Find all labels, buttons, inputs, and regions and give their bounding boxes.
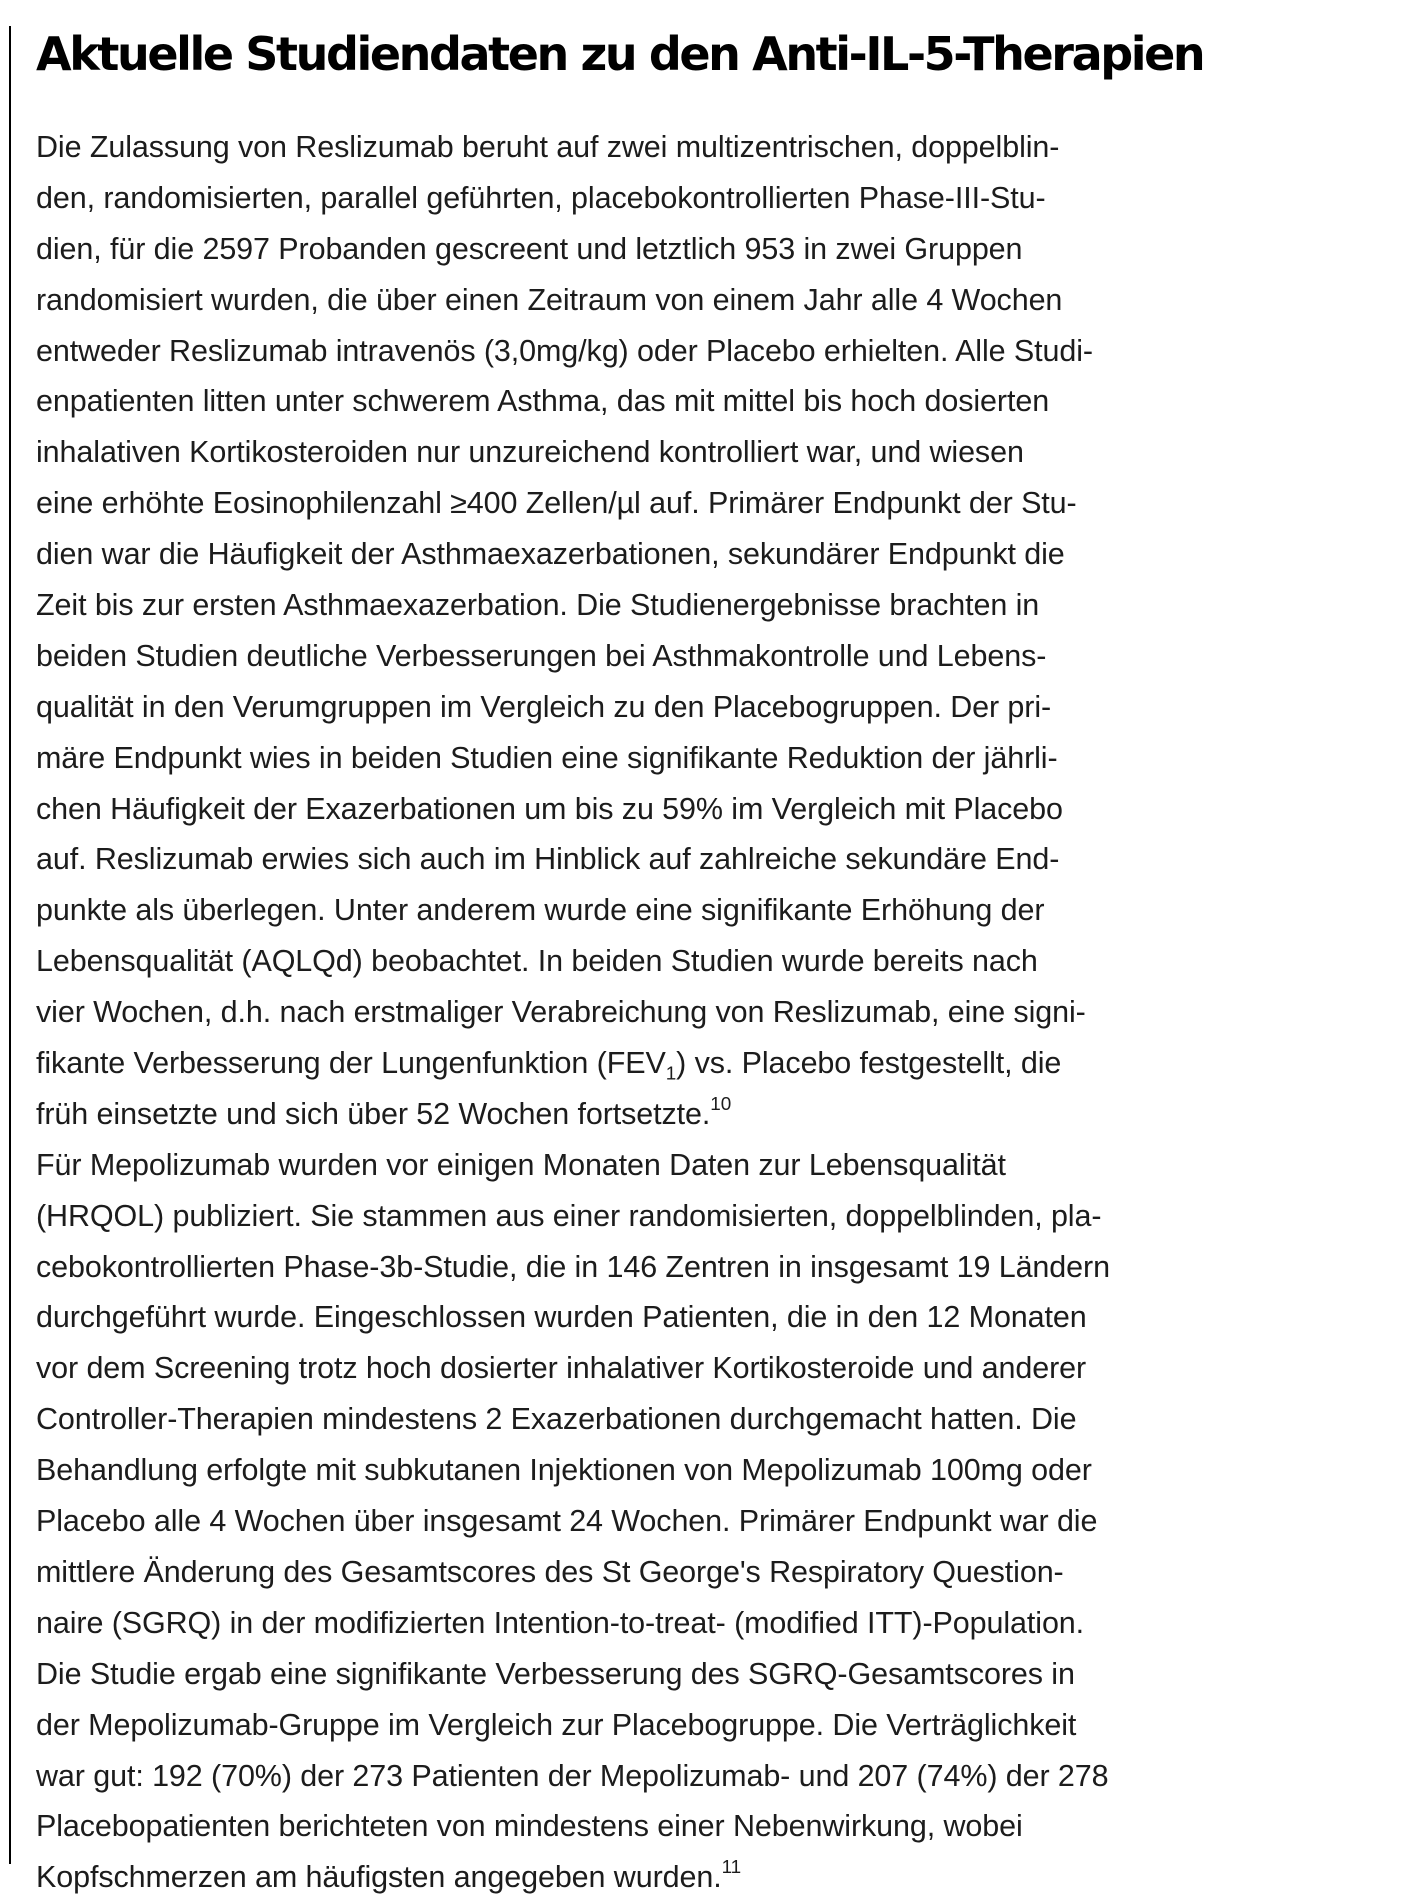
- body-line-text: naire (SGRQ) in der modifizierten Intention-to-treat- (modified ITT)-Population.: [36, 1605, 1085, 1640]
- body-line: [36, 1496, 1396, 1547]
- body-line-text: auf. Reslizumab erwies sich auch im Hinblick auf zahlreiche sekundäre End-: [36, 842, 1060, 877]
- body-line-text: enpatienten litten unter schwerem Asthma, das mit mittel bis hoch dosierten: [36, 384, 1050, 419]
- body-line-text: vor dem Screening trotz hoch dosierter inhalativer Kortikosteroide und anderer: [36, 1351, 1087, 1386]
- body-line: [36, 1140, 1396, 1191]
- body-line-text: Behandlung erfolgte mit subkutanen Injektionen von Mepolizumab 100mg oder: [36, 1453, 1092, 1488]
- body-line-text: Placebopatienten berichteten von mindestens einer Nebenwirkung, wobei: [36, 1809, 1023, 1844]
- body-line: [36, 733, 1396, 784]
- body-line-text: vier Wochen, d.h. nach erstmaliger Verabreichung von Reslizumab, eine signi-: [36, 995, 1086, 1030]
- body-line: [36, 580, 1396, 631]
- body-line: [36, 1700, 1396, 1751]
- body-line-text: durchgeführt wurde. Eingeschlossen wurden Patienten, die in den 12 Monaten: [36, 1300, 1087, 1335]
- body-line: [36, 478, 1396, 529]
- body-line-text: war gut: 192 (70%) der 273 Patienten der Mepolizumab- und 207 (74%) der 278: [36, 1758, 1109, 1793]
- body-line-text: mittlere Änderung des Gesamtscores des St George's Respiratory Question-: [36, 1554, 1064, 1589]
- body-line-text: chen Häufigkeit der Exazerbationen um bis zu 59% im Vergleich mit Placebo: [36, 791, 1063, 826]
- body-line: [36, 1089, 1396, 1140]
- body-line: [36, 1445, 1396, 1496]
- body-line: [36, 326, 1396, 377]
- body-line: [36, 275, 1396, 326]
- body-line-text: märe Endpunkt wies in beiden Studien eine signifikante Reduktion der jährli-: [36, 740, 1058, 775]
- body-line: [36, 1343, 1396, 1394]
- body-line-text: cebokontrollierten Phase-3b-Studie, die in 146 Zentren in insgesamt 19 Ländern: [36, 1249, 1110, 1284]
- body-line: [36, 1242, 1396, 1293]
- body-line: [36, 834, 1396, 885]
- body-line: [36, 1394, 1396, 1445]
- body-line: [36, 1547, 1396, 1598]
- body-line: [36, 376, 1396, 427]
- body-line-text: (HRQOL) publiziert. Sie stammen aus einer randomisierten, doppelblinden, pla-: [36, 1198, 1102, 1233]
- body-line: [36, 1191, 1396, 1242]
- body-line: [36, 173, 1396, 224]
- reference-superscript: 11: [721, 1857, 742, 1879]
- body-line: [36, 427, 1396, 478]
- body-line-text: Für Mepolizumab wurden vor einigen Monaten Daten zur Lebensqualität: [36, 1147, 1006, 1182]
- body-line: [36, 1292, 1396, 1343]
- body-line-text: beiden Studien deutliche Verbesserungen bei Asthmakontrolle und Lebens-: [36, 638, 1047, 673]
- body-line: [36, 631, 1396, 682]
- body-line: [36, 1801, 1396, 1852]
- left-margin-rule: [9, 26, 11, 1864]
- body-line-text: Zeit bis zur ersten Asthmaexazerbation. Die Studienergebnisse brachten in: [36, 588, 1040, 623]
- body-line: [36, 784, 1396, 835]
- body-line-text: randomisiert wurden, die über einen Zeitraum von einem Jahr alle 4 Wochen: [36, 282, 1063, 317]
- body-line-text: der Mepolizumab-Gruppe im Vergleich zur Placebogruppe. Die Verträglichkeit: [36, 1707, 1077, 1742]
- body-line-text: Lebensqualität (AQLQd) beobachtet. In beiden Studien wurde bereits nach: [36, 944, 1038, 979]
- article: [36, 14, 1396, 1903]
- body-line-text-continued: ) vs. Placebo festgestellt, die: [676, 1046, 1062, 1081]
- body-line-text: Kopfschmerzen am häufigsten angegeben wurden.: [36, 1860, 722, 1895]
- reference-superscript: 10: [710, 1093, 732, 1115]
- body-line-text: dien, für die 2597 Probanden gescreent und letztlich 953 in zwei Gruppen: [36, 231, 1023, 266]
- body-line-text: qualität in den Verumgruppen im Vergleich zu den Placebogruppen. Der pri-: [36, 689, 1052, 724]
- body-line-text: früh einsetzte und sich über 52 Wochen fortsetzte.: [36, 1096, 711, 1131]
- body-line: [36, 1649, 1396, 1700]
- body-line-text: inhalativen Kortikosteroiden nur unzureichend kontrolliert war, und wiesen: [36, 435, 1024, 470]
- body-line: [36, 224, 1396, 275]
- body-line: [36, 1598, 1396, 1649]
- body-line: [36, 936, 1396, 987]
- body-line: [36, 122, 1396, 173]
- body-line-text: eine erhöhte Eosinophilenzahl ≥400 Zellen/µl auf. Primärer Endpunkt der Stu-: [36, 486, 1077, 521]
- body-line-text: entweder Reslizumab intravenös (3,0mg/kg) oder Placebo erhielten. Alle Studi-: [36, 333, 1093, 368]
- body-line-text: Controller-Therapien mindestens 2 Exazerbationen durchgemacht hatten. Die: [36, 1402, 1077, 1437]
- body-line: [36, 682, 1396, 733]
- body-line-text: den, randomisierten, parallel geführten, placebokontrollierten Phase-III-Stu-: [36, 180, 1046, 215]
- body-line-text: Die Zulassung von Reslizumab beruht auf zwei multizentrischen, doppelblin-: [36, 130, 1060, 164]
- body-line: [36, 529, 1396, 580]
- article-body: [36, 122, 1396, 1903]
- body-line: [36, 1852, 1396, 1903]
- body-line: [36, 1038, 1396, 1089]
- body-line-text: Die Studie ergab eine signifikante Verbesserung des SGRQ-Gesamtscores in: [36, 1656, 1075, 1691]
- body-line-text: punkte als überlegen. Unter anderem wurde eine signifikante Erhöhung der: [36, 893, 1045, 928]
- body-line-text: dien war die Häufigkeit der Asthmaexazerbationen, sekundärer Endpunkt die: [36, 537, 1065, 572]
- body-line: [36, 1751, 1396, 1802]
- body-line-text: fikante Verbesserung der Lungenfunktion (FEV: [36, 1046, 666, 1081]
- body-line: [36, 987, 1396, 1038]
- article-title: Aktuelle Studiendaten zu den Anti-IL-5-Therapien: [36, 27, 1204, 81]
- body-line-text: Placebo alle 4 Wochen über insgesamt 24 Wochen. Primärer Endpunkt war die: [36, 1504, 1098, 1539]
- subscript: 1: [665, 1063, 677, 1085]
- body-line: [36, 885, 1396, 936]
